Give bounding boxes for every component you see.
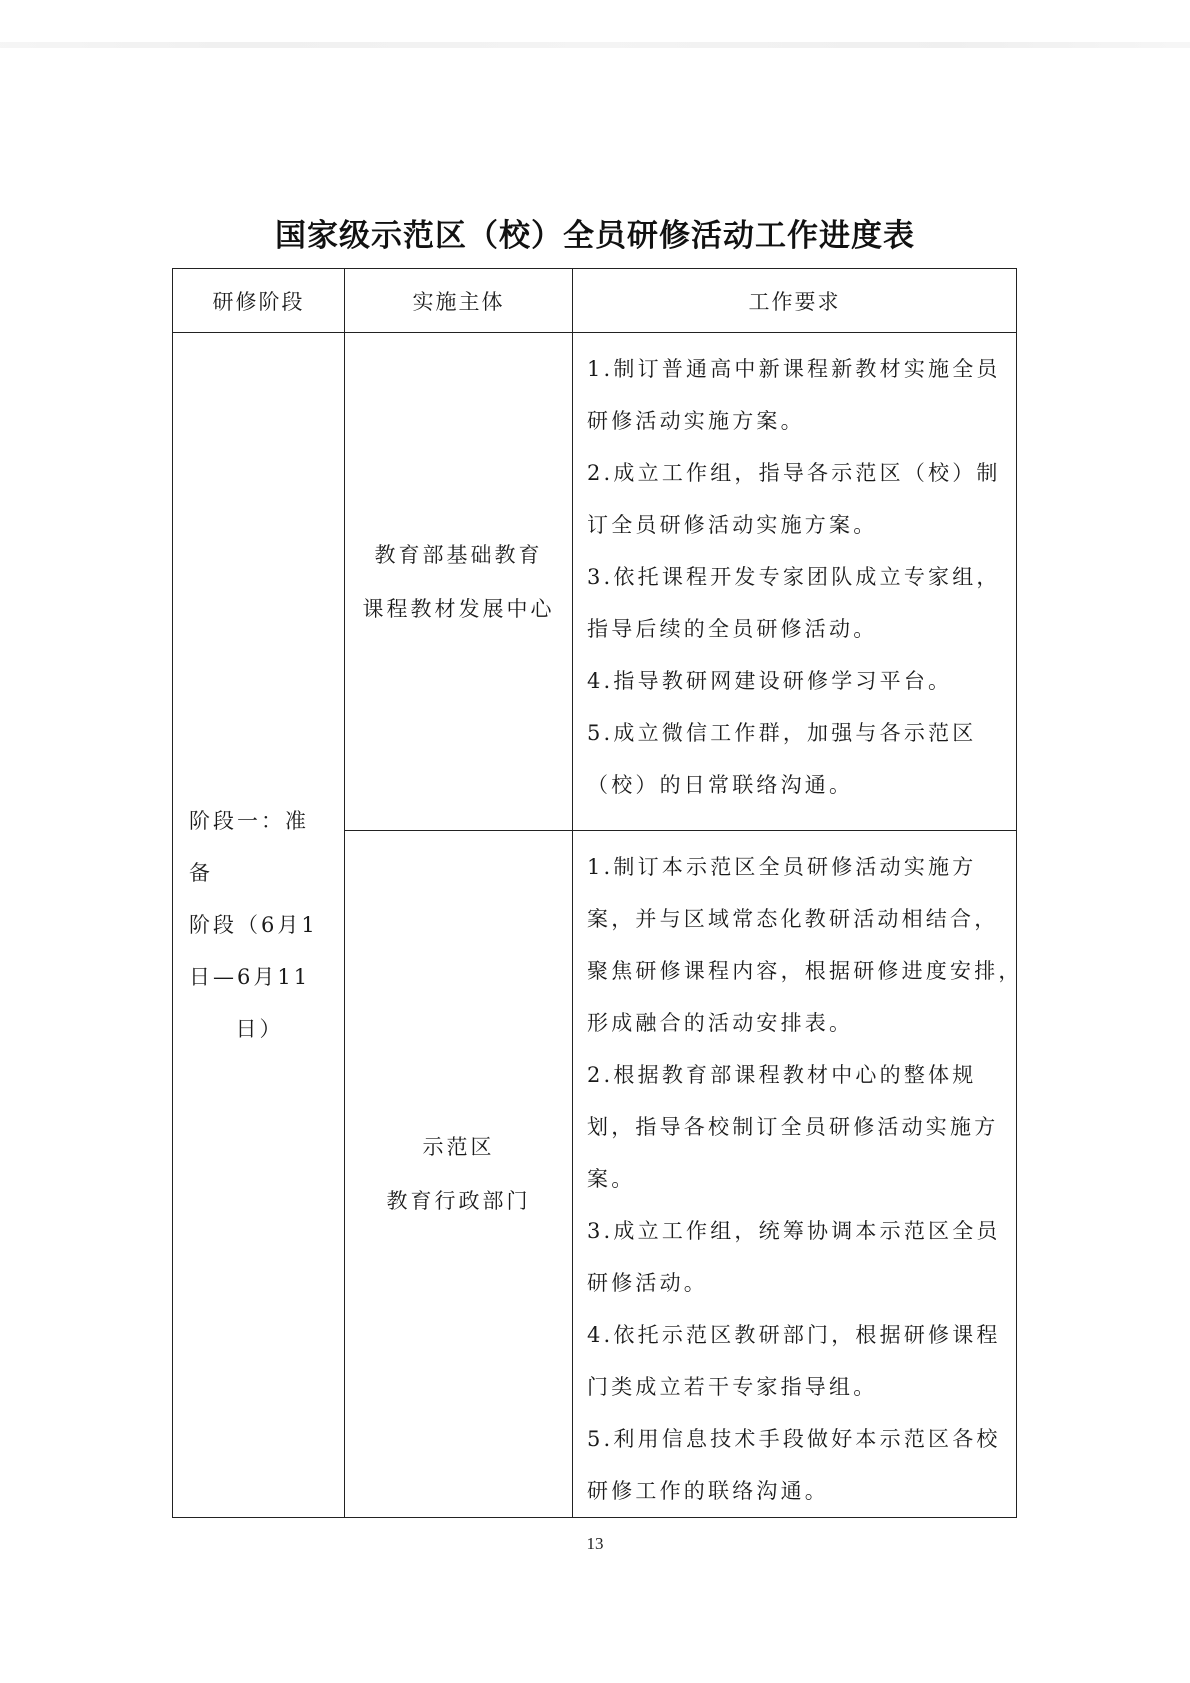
requirement-line: 订全员研修活动实施方案。 <box>587 513 878 537</box>
requirement-line: 2.成立工作组，指导各示范区（校）制 <box>587 461 1001 485</box>
table-header-row <box>173 269 1017 333</box>
header-stage: 研修阶段 <box>173 269 345 333</box>
requirement-line: 1.制订本示范区全员研修活动实施方 <box>587 855 977 879</box>
stage-line: 日） <box>235 1017 284 1041</box>
implementer-line: 课程教材发展中心 <box>362 596 555 621</box>
requirement-line: 2.根据教育部课程教材中心的整体规 <box>587 1063 977 1087</box>
progress-table <box>172 268 1023 1518</box>
requirement-line: 划，指导各校制订全员研修活动实施方 <box>587 1115 999 1139</box>
stage-line: 阶段（6月1 <box>189 913 318 937</box>
requirement-line: 形成融合的活动安排表。 <box>587 1011 854 1035</box>
requirement-line: 5.成立微信工作群，加强与各示范区 <box>587 721 977 745</box>
implementer-line: 教育部基础教育 <box>374 542 543 567</box>
requirement-line: 案。 <box>587 1167 636 1191</box>
implementer-cell <box>345 333 573 831</box>
requirement-line: 3.依托课程开发专家团队成立专家组， <box>587 565 1001 589</box>
requirement-line: 1.制订普通高中新课程新教材实施全员 <box>587 357 1001 381</box>
page-number: 13 <box>586 1534 604 1553</box>
implementer-cell <box>345 831 573 1518</box>
requirement-line: 研修活动实施方案。 <box>587 409 805 433</box>
implementer-line: 教育行政部门 <box>386 1189 531 1213</box>
requirement-line: 门类成立若干专家指导组。 <box>587 1375 878 1399</box>
requirement-line: 5.利用信息技术手段做好本示范区各校 <box>587 1427 1001 1451</box>
requirement-line: 研修工作的联络沟通。 <box>587 1479 829 1503</box>
stage-line: 阶段一：准备 <box>189 809 309 885</box>
requirement-line: （校）的日常联络沟通。 <box>587 773 854 797</box>
requirement-line: 4.依托示范区教研部门，根据研修课程 <box>587 1323 1001 1347</box>
requirement-line: 案，并与区域常态化教研活动相结合， <box>587 907 999 931</box>
header-requirements: 工作要求 <box>573 269 1017 333</box>
scan-artifact-line <box>0 42 1190 48</box>
header-implementer: 实施主体 <box>345 269 573 333</box>
requirement-line: 3.成立工作组，统筹协调本示范区全员 <box>587 1219 1001 1243</box>
requirements-cell <box>573 333 1017 831</box>
requirement-line: 聚焦研修课程内容，根据研修进度安排， <box>587 959 1023 983</box>
requirement-line: 指导后续的全员研修活动。 <box>587 617 878 641</box>
requirement-line: 研修活动。 <box>587 1271 708 1295</box>
requirement-line: 4.指导教研网建设研修学习平台。 <box>587 669 953 693</box>
requirements-cell <box>573 831 1023 1518</box>
implementer-line: 示范区 <box>422 1135 495 1159</box>
document-title: 国家级示范区（校）全员研修活动工作进度表 <box>275 218 915 254</box>
table-row <box>173 333 1017 831</box>
stage-line: 日—6月11 <box>189 965 311 989</box>
stage-cell <box>173 333 345 1518</box>
